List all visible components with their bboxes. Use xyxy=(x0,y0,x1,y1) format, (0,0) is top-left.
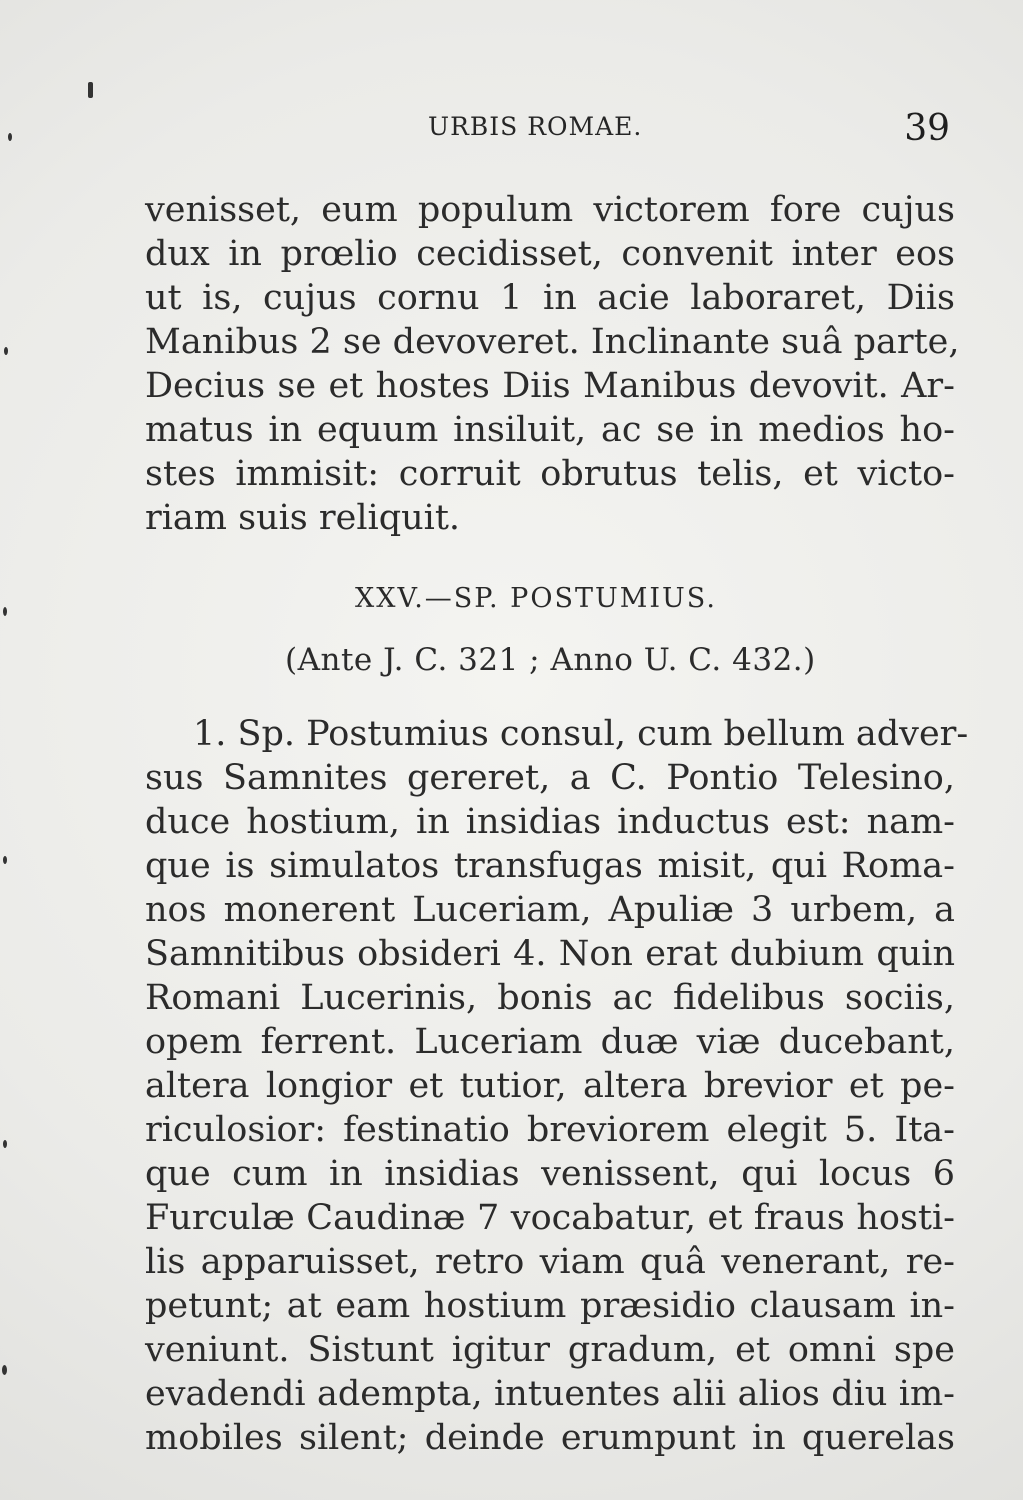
page-header xyxy=(145,108,950,160)
text-line: petunt; at eam hostium præsidio clausam in- xyxy=(145,1286,955,1326)
scan-mark xyxy=(2,1365,7,1375)
text-line: matus in equum insiluit, ac se in medios ho- xyxy=(145,410,955,450)
text-line: veniunt. Sistunt igitur gradum, et omni spe xyxy=(145,1330,955,1370)
section-date: (Ante J. C. 321 ; Anno U. C. 432.) xyxy=(285,642,816,678)
text-line: venisset, eum populum victorem fore cujus xyxy=(145,190,955,230)
text-line: Furculæ Caudinæ 7 vocabatur, et fraus hosti- xyxy=(145,1198,955,1238)
page-number: 39 xyxy=(904,108,950,149)
scan-mark xyxy=(4,347,8,355)
text-line: lis apparuisset, retro viam quâ venerant, re- xyxy=(145,1242,955,1282)
text-line: Romani Lucerinis, bonis ac fidelibus sociis, xyxy=(145,978,955,1018)
text-line: que is simulatos transfugas misit, qui Roma- xyxy=(145,846,955,886)
text-line: riam suis reliquit. xyxy=(145,498,461,538)
scan-mark xyxy=(8,133,12,141)
text-line: que cum in insidias venissent, qui locus 6 xyxy=(145,1154,955,1194)
scan-mark xyxy=(3,856,7,864)
text-line: evadendi adempta, intuentes alii alios diu im- xyxy=(145,1374,955,1414)
text-line: 1. Sp. Postumius consul, cum bellum adver- xyxy=(193,714,969,754)
text-line: riculosior: festinatio breviorem elegit 5. Ita- xyxy=(145,1110,955,1150)
text-line: nos monerent Luceriam, Apuliæ 3 urbem, a xyxy=(145,890,955,930)
text-line: stes immisit: corruit obrutus telis, et victo- xyxy=(145,454,955,494)
section-title: XXV.—SP. POSTUMIUS. xyxy=(355,583,717,614)
text-line: opem ferrent. Luceriam duæ viæ ducebant, xyxy=(145,1022,955,1062)
text-line: sus Samnites gereret, a C. Pontio Telesino, xyxy=(145,758,955,798)
text-line: Manibus 2 se devoveret. Inclinante suâ parte, xyxy=(145,322,960,362)
text-line: Decius se et hostes Diis Manibus devovit. Ar- xyxy=(145,366,955,406)
text-line: Samnitibus obsideri 4. Non erat dubium quin xyxy=(145,934,955,974)
text-line: altera longior et tutior, altera brevior et pe- xyxy=(145,1066,955,1106)
text-line: dux in prœlio cecidisset, convenit inter eos xyxy=(145,234,955,274)
scan-mark xyxy=(3,1140,7,1148)
running-head: URBIS ROMAE. xyxy=(428,112,643,141)
text-line: ut is, cujus cornu 1 in acie laboraret, Diis xyxy=(145,278,955,318)
scan-mark xyxy=(88,82,93,98)
scan-mark xyxy=(3,607,7,616)
text-line: mobiles silent; deinde erumpunt in querelas xyxy=(145,1418,955,1458)
text-line: duce hostium, in insidias inductus est: nam- xyxy=(145,802,955,842)
